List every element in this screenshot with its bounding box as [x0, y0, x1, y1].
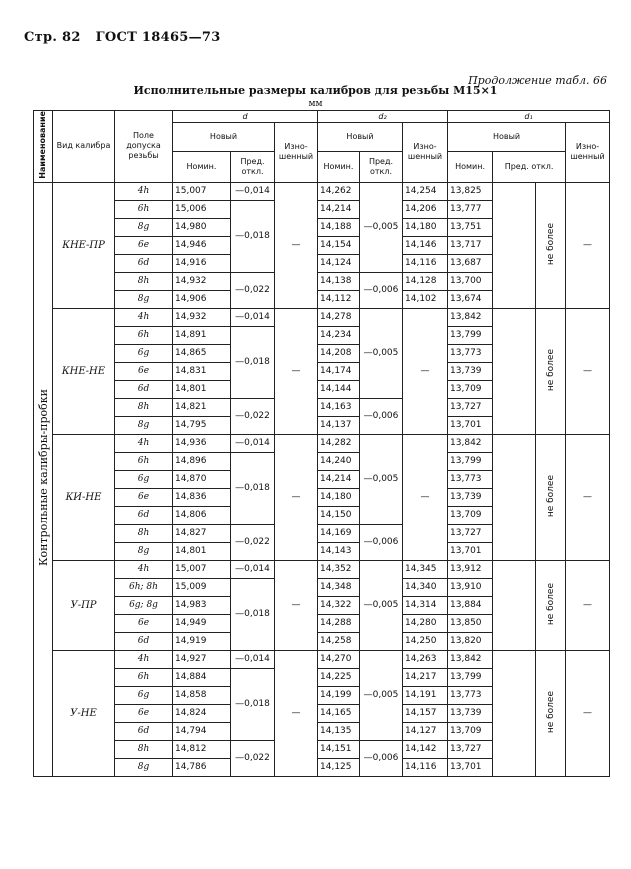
- gauge-type-cell: У-ПР: [53, 560, 115, 650]
- tolerance-cell: 6d: [115, 722, 173, 740]
- d-nominal-cell: 14,795: [173, 416, 231, 434]
- d1-nominal-cell: 13,687: [448, 254, 493, 272]
- d-nominal-cell: 14,891: [173, 326, 231, 344]
- tolerance-cell: 4h: [115, 182, 173, 200]
- d2-dev-cell: —0,006: [360, 272, 403, 308]
- d-nominal-cell: 15,006: [173, 200, 231, 218]
- d1-worn-header: Изно-шенный: [566, 123, 610, 183]
- d2-nominal-cell: 14,143: [318, 542, 360, 560]
- d1-nominal-cell: 13,739: [448, 488, 493, 506]
- d2-nominal-cell: 14,322: [318, 596, 360, 614]
- d-worn-cell: —: [275, 560, 318, 650]
- d2-worn-cell: —: [403, 434, 448, 560]
- d2-nominal-cell: 14,214: [318, 200, 360, 218]
- d1-nominal-cell: 13,709: [448, 380, 493, 398]
- d2-nominal-cell: 14,135: [318, 722, 360, 740]
- d1-nominal-header: Номин.: [448, 151, 493, 182]
- d2-dev-cell: —0,005: [360, 560, 403, 650]
- d2-nominal-cell: 14,180: [318, 488, 360, 506]
- d2-dev-cell: —0,006: [360, 398, 403, 434]
- d1-nominal-cell: 13,709: [448, 506, 493, 524]
- gauge-type-cell: КНЕ-ПР: [53, 182, 115, 308]
- d-dev-cell: —0,018: [231, 326, 275, 398]
- not-more-cell: не более: [536, 308, 566, 434]
- unit-label: мм: [308, 99, 323, 109]
- d2-nominal-cell: 14,138: [318, 272, 360, 290]
- d2-worn-header: Изно-шенный: [403, 123, 448, 183]
- tolerance-cell: 6h: [115, 200, 173, 218]
- d2-dev-cell: —0,005: [360, 308, 403, 398]
- continuation-note: Продолжение табл. 66: [468, 74, 607, 87]
- col-name-header: Наименование: [34, 111, 53, 183]
- d1-worn-cell: —: [566, 308, 610, 434]
- d2-worn-cell: 14,254: [403, 182, 448, 200]
- tolerance-cell: 4h: [115, 308, 173, 326]
- d2-worn-cell: 14,142: [403, 740, 448, 758]
- d2-worn-cell: 14,102: [403, 290, 448, 308]
- d1-nominal-cell: 13,700: [448, 272, 493, 290]
- tolerance-cell: 8g: [115, 218, 173, 236]
- page-header: [24, 30, 221, 45]
- d1-nominal-cell: 13,727: [448, 740, 493, 758]
- d2-nominal-cell: 14,169: [318, 524, 360, 542]
- d2-nominal-cell: 14,278: [318, 308, 360, 326]
- gauge-type-cell: У-НЕ: [53, 650, 115, 776]
- tolerance-cell: 6g: [115, 686, 173, 704]
- d2-nominal-cell: 14,214: [318, 470, 360, 488]
- d-nominal-cell: 14,919: [173, 632, 231, 650]
- d2-worn-cell: 14,263: [403, 650, 448, 668]
- d2-nominal-cell: 14,163: [318, 398, 360, 416]
- d1-worn-cell: —: [566, 560, 610, 650]
- d2-worn-cell: 14,314: [403, 596, 448, 614]
- d2-nominal-cell: 14,137: [318, 416, 360, 434]
- d-dev-cell: —0,014: [231, 308, 275, 326]
- d1-dev-blank: [493, 308, 536, 434]
- d2-nominal-cell: 14,262: [318, 182, 360, 200]
- d1-nominal-cell: 13,773: [448, 344, 493, 362]
- d2-dev-cell: —0,006: [360, 740, 403, 776]
- d2-worn-cell: 14,250: [403, 632, 448, 650]
- d1-nominal-cell: 13,773: [448, 470, 493, 488]
- d-dev-cell: —0,018: [231, 452, 275, 524]
- d1-nominal-cell: 13,777: [448, 200, 493, 218]
- d-worn-cell: —: [275, 182, 318, 308]
- d2-nominal-cell: 14,240: [318, 452, 360, 470]
- d2-nominal-cell: 14,150: [318, 506, 360, 524]
- d1-nominal-cell: 13,701: [448, 758, 493, 776]
- tolerance-cell: 4h: [115, 560, 173, 578]
- d-nominal-cell: 14,801: [173, 380, 231, 398]
- d1-nominal-cell: 13,912: [448, 560, 493, 578]
- d-new-header: Новый: [173, 123, 275, 152]
- tolerance-cell: 8h: [115, 398, 173, 416]
- d2-nominal-cell: 14,258: [318, 632, 360, 650]
- tolerance-cell: 6d: [115, 632, 173, 650]
- d-nominal-cell: 14,812: [173, 740, 231, 758]
- d1-nominal-cell: 13,820: [448, 632, 493, 650]
- d1-nominal-cell: 13,727: [448, 524, 493, 542]
- d-nominal-cell: 14,949: [173, 614, 231, 632]
- d-dev-cell: —0,014: [231, 182, 275, 200]
- d2-worn-cell: 14,206: [403, 200, 448, 218]
- d2-dev-cell: —0,005: [360, 182, 403, 272]
- d-dev-cell: —0,018: [231, 200, 275, 272]
- tolerance-cell: 8g: [115, 290, 173, 308]
- d1-worn-cell: —: [566, 182, 610, 308]
- col-gauge-type-header: Вид калибра: [53, 111, 115, 183]
- d1-dev-blank: [493, 434, 536, 560]
- d1-worn-cell: —: [566, 650, 610, 776]
- d1-nominal-cell: 13,842: [448, 308, 493, 326]
- d2-worn-cell: 14,280: [403, 614, 448, 632]
- col-d-header: d: [173, 111, 318, 123]
- d1-nominal-cell: 13,709: [448, 722, 493, 740]
- d2-nominal-cell: 14,199: [318, 686, 360, 704]
- col-d2-header: d₂: [318, 111, 448, 123]
- d-dev-cell: —0,022: [231, 398, 275, 434]
- d2-worn-cell: 14,116: [403, 758, 448, 776]
- d1-nominal-cell: 13,751: [448, 218, 493, 236]
- d-nominal-cell: 14,865: [173, 344, 231, 362]
- tolerance-cell: 6e: [115, 362, 173, 380]
- d2-nominal-cell: 14,144: [318, 380, 360, 398]
- d2-worn-cell: 14,191: [403, 686, 448, 704]
- tolerance-cell: 8g: [115, 758, 173, 776]
- not-more-cell: не более: [536, 434, 566, 560]
- d-dev-cell: —0,014: [231, 434, 275, 452]
- tolerance-cell: 8g: [115, 416, 173, 434]
- d2-nominal-cell: 14,174: [318, 362, 360, 380]
- d-nominal-cell: 14,824: [173, 704, 231, 722]
- d2-worn-cell: 14,345: [403, 560, 448, 578]
- d-nominal-cell: 14,932: [173, 308, 231, 326]
- tolerance-cell: 6d: [115, 254, 173, 272]
- d-nominal-header: Номин.: [173, 151, 231, 182]
- d-nominal-cell: 14,906: [173, 290, 231, 308]
- d1-nominal-cell: 13,842: [448, 650, 493, 668]
- d-nominal-cell: 15,007: [173, 560, 231, 578]
- d-dev-cell: —0,018: [231, 668, 275, 740]
- d1-nominal-cell: 13,727: [448, 398, 493, 416]
- d-nominal-cell: 14,983: [173, 596, 231, 614]
- d-dev-cell: —0,022: [231, 740, 275, 776]
- tolerance-cell: 6h: [115, 668, 173, 686]
- d2-nominal-cell: 14,348: [318, 578, 360, 596]
- d1-dev-blank: [493, 650, 536, 776]
- d-nominal-cell: 14,831: [173, 362, 231, 380]
- d-dev-cell: —0,018: [231, 578, 275, 650]
- d-nominal-cell: 14,794: [173, 722, 231, 740]
- d-dev-cell: —0,022: [231, 272, 275, 308]
- table-row: [34, 182, 610, 200]
- page-number: Стр. 82: [24, 30, 81, 45]
- d2-nominal-cell: 14,125: [318, 758, 360, 776]
- d1-nominal-cell: 13,799: [448, 326, 493, 344]
- d1-worn-cell: —: [566, 434, 610, 560]
- gauge-type-cell: КИ-НЕ: [53, 434, 115, 560]
- tolerance-cell: 6h: [115, 452, 173, 470]
- d2-nominal-cell: 14,151: [318, 740, 360, 758]
- d1-nominal-cell: 13,701: [448, 542, 493, 560]
- d-nominal-cell: 14,836: [173, 488, 231, 506]
- d2-worn-cell: 14,128: [403, 272, 448, 290]
- tolerance-cell: 6d: [115, 506, 173, 524]
- table-row: [34, 434, 610, 452]
- tolerance-cell: 6g; 8g: [115, 596, 173, 614]
- d1-nominal-cell: 13,799: [448, 452, 493, 470]
- d2-nominal-cell: 14,188: [318, 218, 360, 236]
- d1-new-header: Новый: [448, 123, 566, 152]
- d-worn-cell: —: [275, 308, 318, 434]
- table-row: [34, 308, 610, 326]
- d1-nominal-cell: 13,739: [448, 362, 493, 380]
- d2-nominal-cell: 14,352: [318, 560, 360, 578]
- not-more-cell: не более: [536, 650, 566, 776]
- d-worn-header: Изно-шенный: [275, 123, 318, 183]
- d-nominal-cell: 14,936: [173, 434, 231, 452]
- d2-limit-header: Пред. откл.: [360, 151, 403, 182]
- tolerance-cell: 4h: [115, 434, 173, 452]
- d2-nominal-cell: 14,208: [318, 344, 360, 362]
- tolerance-cell: 6h; 8h: [115, 578, 173, 596]
- d2-dev-cell: —0,006: [360, 524, 403, 560]
- d1-nominal-cell: 13,674: [448, 290, 493, 308]
- tolerance-cell: 6e: [115, 614, 173, 632]
- d-nominal-cell: 14,927: [173, 650, 231, 668]
- tolerance-cell: 4h: [115, 650, 173, 668]
- tolerance-cell: 6h: [115, 326, 173, 344]
- d-nominal-cell: 14,858: [173, 686, 231, 704]
- d1-dev-blank: [493, 560, 536, 650]
- d-nominal-cell: 14,946: [173, 236, 231, 254]
- d2-worn-cell: 14,180: [403, 218, 448, 236]
- tolerance-cell: 8h: [115, 740, 173, 758]
- not-more-cell: не более: [536, 182, 566, 308]
- d2-worn-cell: 14,217: [403, 668, 448, 686]
- tolerance-cell: 6e: [115, 704, 173, 722]
- d1-nominal-cell: 13,884: [448, 596, 493, 614]
- d2-nominal-cell: 14,288: [318, 614, 360, 632]
- d-nominal-cell: 14,821: [173, 398, 231, 416]
- d1-nominal-cell: 13,739: [448, 704, 493, 722]
- d1-nominal-cell: 13,910: [448, 578, 493, 596]
- d2-dev-cell: —0,005: [360, 434, 403, 524]
- d1-nominal-cell: 13,825: [448, 182, 493, 200]
- d1-nominal-cell: 13,773: [448, 686, 493, 704]
- tolerance-cell: 8h: [115, 272, 173, 290]
- tolerance-cell: 6d: [115, 380, 173, 398]
- d2-nominal-cell: 14,154: [318, 236, 360, 254]
- d-nominal-cell: 14,884: [173, 668, 231, 686]
- tolerance-cell: 6g: [115, 470, 173, 488]
- gauge-type-cell: КНЕ-НЕ: [53, 308, 115, 434]
- tolerance-cell: 8h: [115, 524, 173, 542]
- d2-worn-cell: 14,157: [403, 704, 448, 722]
- d-nominal-cell: 14,896: [173, 452, 231, 470]
- gauge-dimensions-table: [33, 110, 610, 777]
- d-nominal-cell: 14,801: [173, 542, 231, 560]
- table-row: [34, 650, 610, 668]
- d1-nominal-cell: 13,701: [448, 416, 493, 434]
- standard-number: ГОСТ 18465—73: [95, 30, 221, 45]
- d2-nominal-cell: 14,225: [318, 668, 360, 686]
- d-nominal-cell: 14,980: [173, 218, 231, 236]
- tolerance-cell: 6g: [115, 344, 173, 362]
- d1-nominal-cell: 13,717: [448, 236, 493, 254]
- d2-nominal-cell: 14,112: [318, 290, 360, 308]
- d-limit-header: Пред. откл.: [231, 151, 275, 182]
- d2-worn-cell: 14,127: [403, 722, 448, 740]
- col-tolerance-header: Поле допуска резьбы: [115, 111, 173, 183]
- d1-nominal-cell: 13,850: [448, 614, 493, 632]
- d-nominal-cell: 14,806: [173, 506, 231, 524]
- d1-limit-header: Пред. откл.: [493, 151, 566, 182]
- d-dev-cell: —0,014: [231, 560, 275, 578]
- d-dev-cell: —0,022: [231, 524, 275, 560]
- d2-worn-cell: 14,116: [403, 254, 448, 272]
- d2-worn-cell: 14,146: [403, 236, 448, 254]
- d2-nominal-cell: 14,234: [318, 326, 360, 344]
- d-nominal-cell: 14,827: [173, 524, 231, 542]
- d-nominal-cell: 14,916: [173, 254, 231, 272]
- d1-nominal-cell: 13,842: [448, 434, 493, 452]
- d2-new-header: Новый: [318, 123, 403, 152]
- d2-nominal-cell: 14,270: [318, 650, 360, 668]
- d2-nominal-cell: 14,165: [318, 704, 360, 722]
- tolerance-cell: 6e: [115, 236, 173, 254]
- col-d1-header: d₁: [448, 111, 610, 123]
- d-worn-cell: —: [275, 434, 318, 560]
- d-worn-cell: —: [275, 650, 318, 776]
- d2-worn-cell: —: [403, 308, 448, 434]
- tolerance-cell: 8g: [115, 542, 173, 560]
- side-label: Контрольные калибры-пробки: [34, 182, 53, 776]
- d2-nominal-cell: 14,124: [318, 254, 360, 272]
- tolerance-cell: 6e: [115, 488, 173, 506]
- d2-worn-cell: 14,340: [403, 578, 448, 596]
- table-caption: Исполнительные размеры калибров для резьбы М15×1: [133, 84, 498, 97]
- d2-nominal-cell: 14,282: [318, 434, 360, 452]
- d2-nominal-header: Номин.: [318, 151, 360, 182]
- d-nominal-cell: 14,932: [173, 272, 231, 290]
- d-nominal-cell: 15,007: [173, 182, 231, 200]
- not-more-cell: не более: [536, 560, 566, 650]
- d1-dev-blank: [493, 182, 536, 308]
- d2-dev-cell: —0,005: [360, 650, 403, 740]
- d-nominal-cell: 14,786: [173, 758, 231, 776]
- d-nominal-cell: 15,009: [173, 578, 231, 596]
- table-row: [34, 560, 610, 578]
- d1-nominal-cell: 13,799: [448, 668, 493, 686]
- d-dev-cell: —0,014: [231, 650, 275, 668]
- d-nominal-cell: 14,870: [173, 470, 231, 488]
